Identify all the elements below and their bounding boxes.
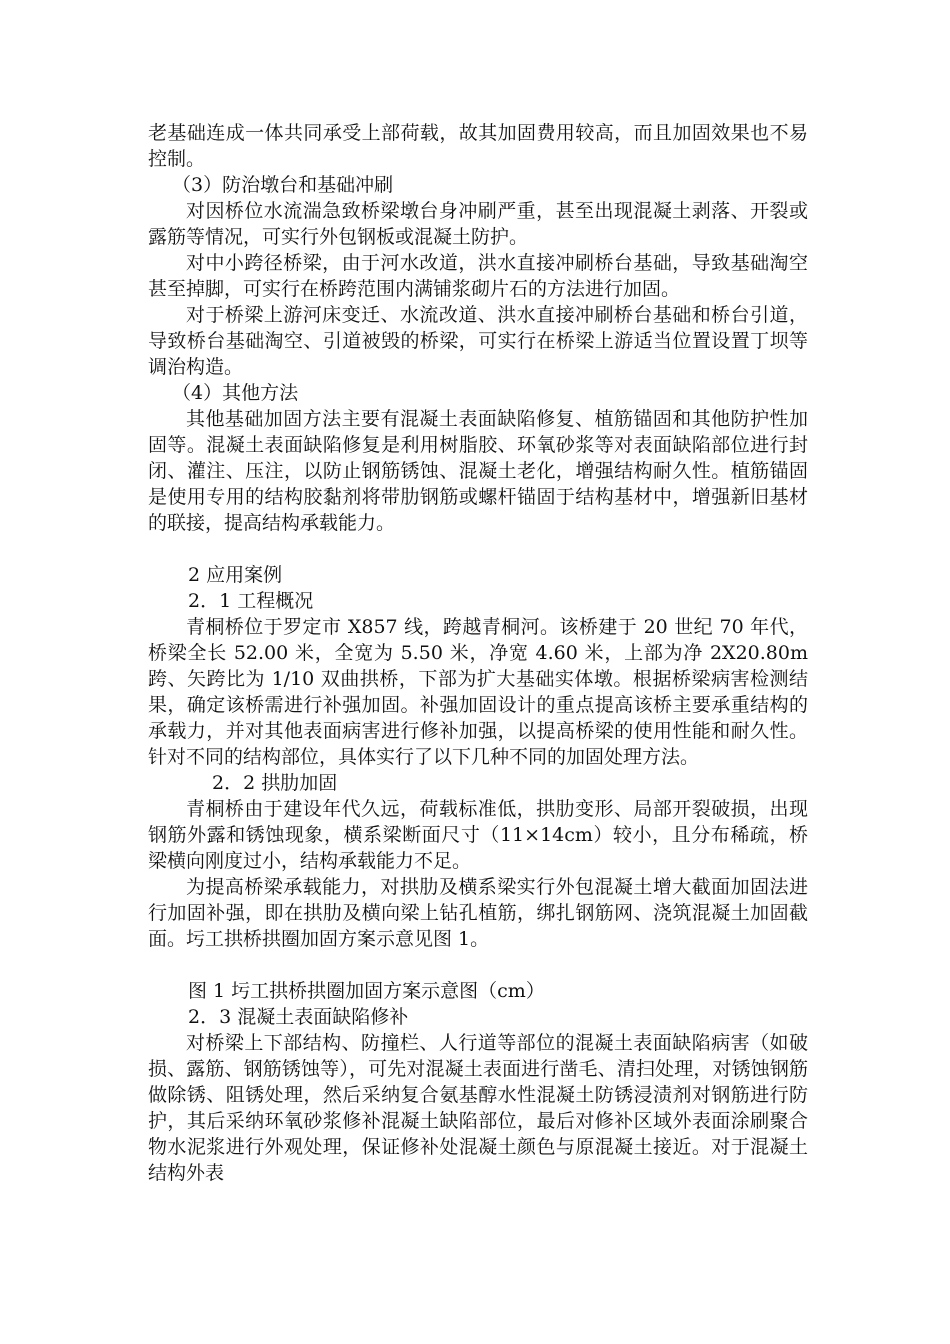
paragraph: 对桥梁上下部结构、防撞栏、人行道等部位的混凝土表面缺陷病害（如破损、露筋、钢筋锈蚀等），可先对混凝土表面进行凿毛、清扫处理，对锈蚀钢筋做除锈、阻锈处理，然后采纳复合氨基醇水性混凝土防锈浸渍剂对钢筋进行防护，其后采纳环氧砂浆修补混凝土缺陷部位，最后对修补区域外表面涂刷聚合物水泥浆进行外观处理，保证修补处混凝土颜色与原混凝土接近。对于混凝土结构外表 — [148, 1032, 808, 1184]
paragraph: 青桐桥由于建设年代久远，荷载标准低，拱肋变形、局部开裂破损，出现钢筋外露和锈蚀现象，横系梁断面尺寸（11×14cm）较小，且分布稀疏，桥梁横向刚度过小，结构承载能力不足。 — [148, 798, 808, 872]
paragraph: 为提高桥梁承载能力，对拱肋及横系梁实行外包混凝土增大截面加固法进行加固补强，即在拱肋及横向梁上钻孔植筋，绑扎钢筋网、浇筑混凝土加固截面。圬工拱桥拱圈加固方案示意见图 1。 — [148, 876, 808, 950]
blank-line — [148, 952, 808, 978]
paragraph: 老基础连成一体共同承受上部荷载，故其加固费用较高，而且加固效果也不易控制。 — [148, 122, 808, 170]
paragraph: 对因桥位水流湍急致桥梁墩台身冲刷严重，甚至出现混凝土剥落、开裂或露筋等情况，可实行外包钢板或混凝土防护。 — [148, 200, 808, 248]
section-heading: 2．1 工程概况 — [188, 590, 314, 612]
figure-caption: 图 1 圬工拱桥拱圈加固方案示意图（cm） — [188, 980, 545, 1002]
section-heading: 2．3 混凝土表面缺陷修补 — [188, 1006, 409, 1028]
document-body — [148, 120, 808, 1186]
paragraph: 对中小跨径桥梁，由于河水改道，洪水直接冲刷桥台基础，导致基础淘空甚至掉脚，可实行在桥跨范围内满铺浆砌片石的方法进行加固。 — [148, 252, 808, 300]
blank-line — [148, 536, 808, 562]
section-heading: 2．2 拱肋加固 — [212, 772, 338, 794]
section-heading: 2 应用案例 — [188, 564, 283, 586]
paragraph: 其他基础加固方法主要有混凝土表面缺陷修复、植筋锚固和其他防护性加固等。混凝土表面缺陷修复是利用树脂胶、环氧砂浆等对表面缺陷部位进行封闭、灌注、压注，以防止钢筋锈蚀、混凝土老化，增强结构耐久性。植筋锚固是使用专用的结构胶黏剂将带肋钢筋或螺杆锚固于结构基材中，增强新旧基材的联接，提高结构承载能力。 — [148, 408, 808, 534]
paragraph: 对于桥梁上游河床变迁、水流改道、洪水直接冲刷桥台基础和桥台引道，导致桥台基础淘空、引道被毁的桥梁，可实行在桥梁上游适当位置设置丁坝等调治构造。 — [148, 304, 808, 378]
paragraph: 青桐桥位于罗定市 X857 线，跨越青桐河。该桥建于 20 世纪 70 年代，桥梁全长 52.00 米，全宽为 5.50 米，净宽 4.60 米，上部为净 2X20.80m 跨、矢跨比为 1/10 双曲拱桥，下部为扩大基础实体墩。根据桥梁病害检测结果，确定该桥需进行补强加固。补强加固设计的重点提高该桥主要承重结构的承载力，并对其他表面病害进行修补加强，以提高桥梁的使用性能和耐久性。针对不同的结构部位，具体实行了以下几种不同的加固处理方法。 — [148, 616, 808, 768]
subsection-heading: （4）其他方法 — [172, 382, 299, 404]
subsection-heading: （3）防治墩台和基础冲刷 — [172, 174, 394, 196]
